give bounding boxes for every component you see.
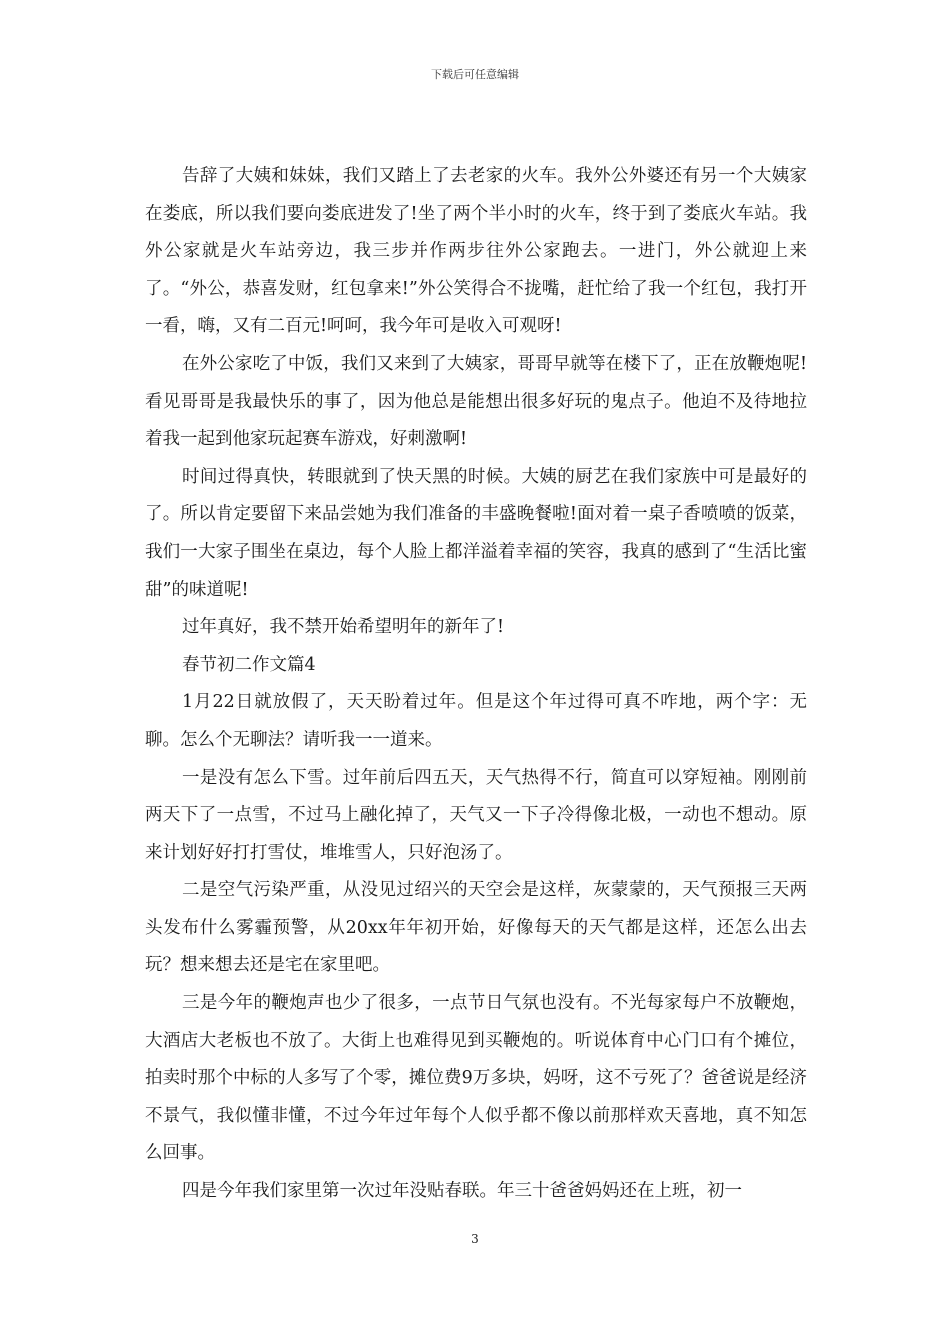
document-body xyxy=(145,158,807,1211)
paragraph: 时间过得真快，转眼就到了快天黑的时候。大姨的厨艺在我们家族中可是最好的了。所以肯定要留下来品尝她为我们准备的丰盛晚餐啦!面对着一桌子香喷喷的饭菜，我们一大家子围坐在桌边，每个人脸上都洋溢着幸福的笑容，我真的感到了“生活比蜜甜”的味道呢! xyxy=(145,466,807,600)
paragraph: 1月22日就放假了，天天盼着过年。但是这个年过得可真不咋地，两个字：无聊。怎么个无聊法？请听我一一道来。 xyxy=(145,692,807,750)
paragraph: 过年真好，我不禁开始希望明年的新年了! xyxy=(182,617,505,638)
paragraph: 三是今年的鞭炮声也少了很多，一点节日气氛也没有。不光每家每户不放鞭炮，大酒店大老板也不放了。大街上也难得见到买鞭炮的。听说体育中心门口有个摊位，拍卖时那个中标的人多写了个零，摊位费9万多块，妈呀，这不亏死了？爸爸说是经济不景气，我似懂非懂，不过今年过年每个人似乎都不像以前那样欢天喜地，真不知怎么回事。 xyxy=(145,993,807,1164)
paragraph: 一是没有怎么下雪。过年前后四五天，天气热得不行，简直可以穿短袖。刚刚前两天下了一点雪，不过马上融化掉了，天气又一下子冷得像北极，一动也不想动。原来计划好好打打雪仗，堆堆雪人，只好泡汤了。 xyxy=(145,767,807,863)
paragraph: 四是今年我们家里第一次过年没贴春联。年三十爸爸妈妈还在上班，初一 xyxy=(182,1181,742,1202)
page-header: 下载后可任意编辑 xyxy=(431,68,519,81)
section-heading: 春节初二作文篇4 xyxy=(182,654,316,675)
paragraph: 在外公家吃了中饭，我们又来到了大姨家，哥哥早就等在楼下了，正在放鞭炮呢!看见哥哥是我最快乐的事了，因为他总是能想出很多好玩的鬼点子。他迫不及待地拉着我一起到他家玩起赛车游戏，好刺激啊! xyxy=(145,353,807,450)
paragraph: 告辞了大姨和妹妹，我们又踏上了去老家的火车。我外公外婆还有另一个大姨家在娄底，所以我们要向娄底进发了!坐了两个半小时的火车，终于到了娄底火车站。我外公家就是火车站旁边，我三步并作两步往外公家跑去。一进门，外公就迎上来了。“外公，恭喜发财，红包拿来!”外公笑得合不拢嘴，赶忙给了我一个红包，我打开一看，嗨，又有二百元!呵呵，我今年可是收入可观呀! xyxy=(145,166,807,337)
paragraph: 二是空气污染严重，从没见过绍兴的天空会是这样，灰蒙蒙的，天气预报三天两头发布什么雾霾预警，从20xx年年初开始，好像每天的天气都是这样，还怎么出去玩？想来想去还是宅在家里吧。 xyxy=(145,880,807,976)
page-number: 3 xyxy=(471,1232,479,1246)
